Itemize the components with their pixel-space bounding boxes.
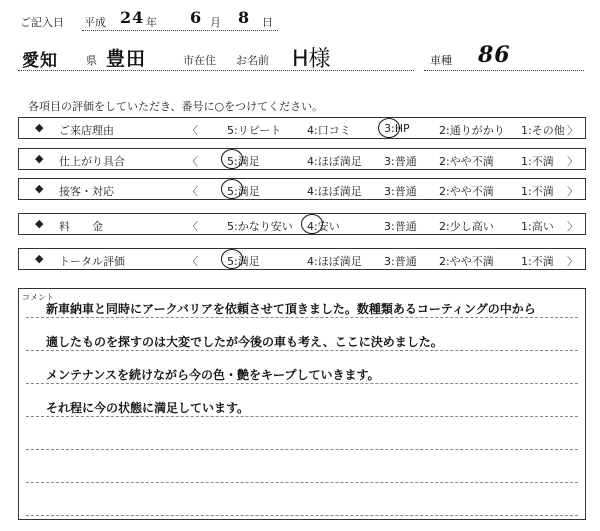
year-value: 24: [120, 8, 145, 27]
bracket-open: 〈: [187, 220, 198, 233]
year-suffix: 年: [146, 16, 157, 29]
rating-option[interactable]: 4:ほぼ満足: [307, 255, 362, 268]
rating-row: [18, 117, 586, 139]
rating-option[interactable]: 1:不満: [521, 185, 554, 198]
rating-option[interactable]: 1:不満: [521, 155, 554, 168]
comment-text-line: それ程に今の状態に満足しています。: [46, 401, 250, 415]
day-suffix: 日: [262, 16, 273, 29]
rating-option[interactable]: 5:かなり安い: [227, 220, 293, 233]
rating-option[interactable]: 5:満足: [227, 155, 260, 168]
comment-text-line: 新車納車と同時にアークバリアを依頼させて頂きました。数種類あるコーティングの中から: [46, 302, 536, 316]
city-label: 市在住: [183, 54, 216, 67]
rating-option[interactable]: 2:少し高い: [439, 220, 494, 233]
rating-label: 仕上がり具合: [59, 155, 125, 168]
rating-label: トータル評価: [59, 255, 125, 268]
prefecture-label: 県: [86, 54, 97, 67]
rating-row: [18, 213, 586, 235]
prefecture-value: 愛知: [22, 51, 58, 71]
date-underline: [82, 30, 278, 31]
comment-ruling-line: [26, 350, 578, 351]
diamond-bullet-icon: ◆: [35, 121, 44, 134]
diamond-bullet-icon: ◆: [35, 182, 44, 195]
instructions-text: 各項目の評価をしていただき、番号に○をつけてください。: [28, 100, 324, 113]
comment-ruling-line: [26, 416, 578, 417]
diamond-bullet-icon: ◆: [35, 252, 44, 265]
rating-option[interactable]: 5:リピート: [227, 124, 282, 137]
rating-option[interactable]: 4:ほぼ満足: [307, 185, 362, 198]
comment-text-line: 適したものを探すのは大変でしたが今後の車も考え、ここに決めました。: [46, 335, 443, 349]
day-value: 8: [238, 8, 251, 27]
rating-option[interactable]: 3:普通: [384, 185, 417, 198]
comment-ruling-line: [26, 449, 578, 450]
selected-circle-mark: [221, 249, 243, 269]
name-label: お名前: [236, 54, 269, 67]
entry-date-label: ご記入日: [20, 16, 64, 29]
diamond-bullet-icon: ◆: [35, 217, 44, 230]
selected-circle-mark: [221, 149, 243, 169]
rating-option[interactable]: 3:HP: [384, 122, 410, 135]
rating-option[interactable]: 4:口コミ: [307, 124, 351, 137]
comment-ruling-line: [26, 317, 578, 318]
bracket-open: 〈: [187, 155, 198, 168]
comment-ruling-line: [26, 383, 578, 384]
bracket-close: 〉: [567, 155, 578, 168]
rating-option[interactable]: 3:普通: [384, 155, 417, 168]
rating-option[interactable]: 3:普通: [384, 220, 417, 233]
bracket-open: 〈: [187, 185, 198, 198]
rating-option[interactable]: 1:その他: [521, 124, 565, 137]
comment-text-line: メンテナンスを続けながら今の色・艶をキープしていきます。: [46, 368, 380, 382]
car-underline: [424, 70, 584, 71]
bracket-close: 〉: [567, 255, 578, 268]
bracket-open: 〈: [187, 124, 198, 137]
comment-ruling-line: [26, 515, 578, 516]
comment-label: コメント: [22, 293, 54, 302]
era-label: 平成: [84, 16, 106, 29]
diamond-bullet-icon: ◆: [35, 152, 44, 165]
comment-ruling-line: [26, 482, 578, 483]
selected-circle-mark: [378, 118, 400, 138]
rating-row: [18, 178, 586, 200]
rating-option[interactable]: 2:やや不満: [439, 185, 494, 198]
car-value: 86: [478, 42, 511, 68]
city-value: 豊田: [106, 48, 147, 70]
rating-label: ご来店理由: [59, 124, 114, 137]
car-label: 車種: [430, 54, 452, 67]
rating-option[interactable]: 2:やや不満: [439, 255, 494, 268]
bracket-close: 〉: [567, 220, 578, 233]
rating-option[interactable]: 2:通りがかり: [439, 124, 505, 137]
rating-option[interactable]: 5:満足: [227, 255, 260, 268]
bracket-close: 〉: [567, 124, 578, 137]
rating-option[interactable]: 4:安い: [307, 220, 340, 233]
customer-underline: [18, 70, 414, 71]
rating-option[interactable]: 1:不満: [521, 255, 554, 268]
rating-label: 接客・対応: [59, 185, 114, 198]
rating-label: 料 金: [59, 220, 103, 233]
month-value: 6: [190, 8, 203, 27]
bracket-close: 〉: [567, 185, 578, 198]
selected-circle-mark: [221, 179, 243, 199]
rating-row: [18, 148, 586, 170]
rating-option[interactable]: 4:ほぼ満足: [307, 155, 362, 168]
month-suffix: 月: [210, 16, 221, 29]
rating-option[interactable]: 5:満足: [227, 185, 260, 198]
rating-row: [18, 248, 586, 270]
selected-circle-mark: [301, 214, 323, 234]
name-value: H様: [292, 47, 331, 72]
bracket-open: 〈: [187, 255, 198, 268]
rating-option[interactable]: 1:高い: [521, 220, 554, 233]
rating-option[interactable]: 3:普通: [384, 255, 417, 268]
rating-option[interactable]: 2:やや不満: [439, 155, 494, 168]
